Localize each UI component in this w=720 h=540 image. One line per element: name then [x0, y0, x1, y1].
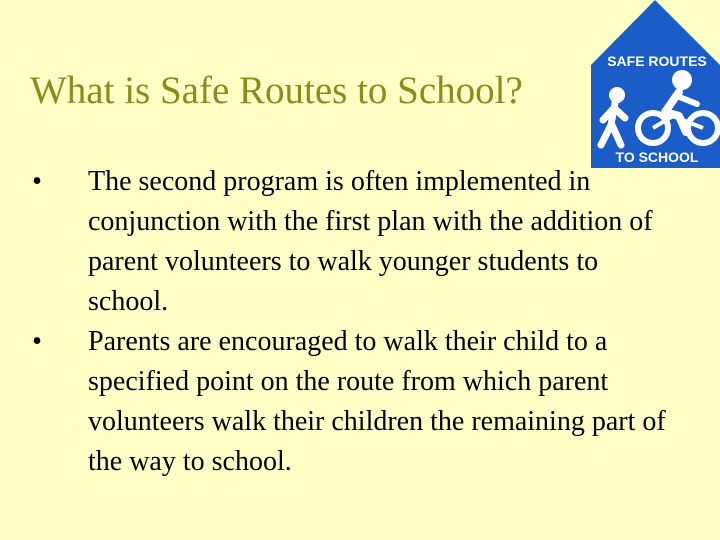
logo-text-bottom: TO SCHOOL	[615, 149, 699, 165]
logo-text-top: SAFE ROUTES	[607, 53, 707, 69]
bullet-list	[30, 162, 670, 482]
bullet-marker: •	[32, 166, 42, 197]
safe-routes-logo	[591, 0, 720, 168]
bullet-text: Parents are encouraged to walk their child to a specified point on the route from which parent volunteers walk their children the remaining part of the way to school.	[88, 326, 666, 477]
bullet-text: The second program is often implemented in conjunction with the first plan with the addition of parent volunteers to walk younger students to school.	[88, 166, 653, 317]
bullet-item	[30, 322, 670, 482]
bullet-marker: •	[32, 326, 42, 357]
bullet-item	[30, 162, 670, 322]
slide-title: What is Safe Routes to School?	[30, 69, 523, 112]
